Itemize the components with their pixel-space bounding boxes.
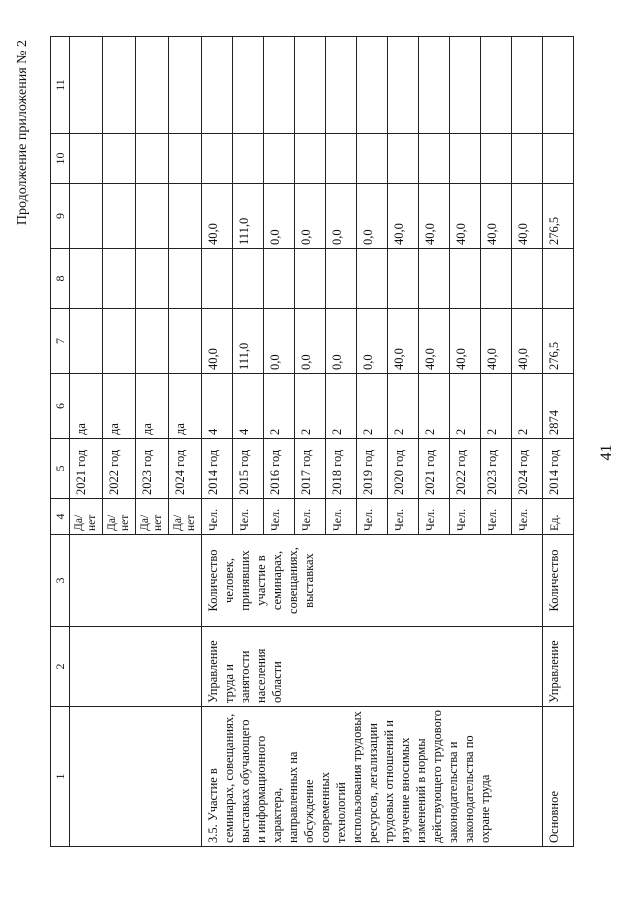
col-num-9: 9 <box>51 184 70 249</box>
value-cell: 4 <box>233 374 264 439</box>
year-cell: 2020 год <box>388 439 419 499</box>
event-indicator: Количество человек, принявших участие в семинарах, совещаниях, выставках <box>202 535 543 627</box>
year-cell: 2021 год <box>70 439 103 499</box>
value-cell: 0,0 <box>357 309 388 374</box>
page-number: 41 <box>598 444 615 461</box>
year-cell: 2016 год <box>264 439 295 499</box>
value-cell: 2 <box>419 374 450 439</box>
value-cell: 2874 <box>543 374 574 439</box>
value-cell <box>388 249 419 309</box>
basic-name: Основное <box>543 707 574 847</box>
unit-cell: Чел. <box>388 499 419 535</box>
year-cell: 2018 год <box>326 439 357 499</box>
value-cell: да <box>70 374 103 439</box>
value-cell <box>357 134 388 184</box>
value-cell: да <box>103 374 136 439</box>
value-cell <box>543 37 574 134</box>
unit-cell: Чел. <box>357 499 388 535</box>
value-cell <box>419 37 450 134</box>
value-cell <box>326 37 357 134</box>
unit-cell: Чел. <box>233 499 264 535</box>
value-cell <box>357 249 388 309</box>
unit-cell: Чел. <box>450 499 481 535</box>
value-cell <box>264 134 295 184</box>
value-cell <box>326 134 357 184</box>
col-num-6: 6 <box>51 374 70 439</box>
value-cell: да <box>136 374 169 439</box>
value-cell: 0,0 <box>357 184 388 249</box>
value-cell <box>202 134 233 184</box>
value-cell <box>388 37 419 134</box>
value-cell <box>264 37 295 134</box>
value-cell: 0,0 <box>295 309 326 374</box>
value-cell <box>481 249 512 309</box>
value-cell: 40,0 <box>512 184 543 249</box>
value-cell <box>543 134 574 184</box>
value-cell: 40,0 <box>202 184 233 249</box>
unit-cell: Чел. <box>419 499 450 535</box>
value-cell: 111,0 <box>233 309 264 374</box>
value-cell: 0,0 <box>264 184 295 249</box>
value-cell: 2 <box>450 374 481 439</box>
col-num-8: 8 <box>51 249 70 309</box>
yesno-row <box>70 37 103 847</box>
unit-cell: Чел. <box>202 499 233 535</box>
value-cell: 2 <box>388 374 419 439</box>
value-cell <box>295 134 326 184</box>
unit-cell: Да/ нет <box>136 499 169 535</box>
value-cell <box>450 134 481 184</box>
cell-empty <box>70 535 202 627</box>
value-cell <box>543 249 574 309</box>
value-cell: 2 <box>512 374 543 439</box>
value-cell: 0,0 <box>264 309 295 374</box>
col-num-7: 7 <box>51 309 70 374</box>
value-cell: 40,0 <box>419 309 450 374</box>
value-cell <box>233 37 264 134</box>
value-cell: 2 <box>326 374 357 439</box>
unit-cell: Чел. <box>326 499 357 535</box>
value-cell: 0,0 <box>326 184 357 249</box>
value-cell: да <box>169 374 202 439</box>
data-row <box>202 37 233 847</box>
unit-cell: Чел. <box>295 499 326 535</box>
year-cell: 2024 год <box>512 439 543 499</box>
unit-cell: Да/ нет <box>169 499 202 535</box>
value-cell: 40,0 <box>481 309 512 374</box>
program-table <box>50 36 574 847</box>
unit-cell: Да/ нет <box>70 499 103 535</box>
value-cell <box>295 249 326 309</box>
col-num-1: 1 <box>51 707 70 847</box>
unit-cell: Чел. <box>264 499 295 535</box>
col-num-2: 2 <box>51 627 70 707</box>
col-num-11: 11 <box>51 37 70 134</box>
year-cell: 2019 год <box>357 439 388 499</box>
continuation-caption: Продолжение приложения № 2 <box>15 40 30 226</box>
value-cell <box>388 134 419 184</box>
value-cell: 0,0 <box>295 184 326 249</box>
year-cell: 2022 год <box>450 439 481 499</box>
col-num-10: 10 <box>51 134 70 184</box>
year-cell: 2017 год <box>295 439 326 499</box>
value-cell <box>295 37 326 134</box>
value-cell <box>450 249 481 309</box>
value-cell <box>233 134 264 184</box>
year-cell: 2015 год <box>233 439 264 499</box>
value-cell: 40,0 <box>481 184 512 249</box>
basic-indicator: Количество <box>543 535 574 627</box>
year-cell: 2021 год <box>419 439 450 499</box>
year-cell: 2023 год <box>136 439 169 499</box>
value-cell: 4 <box>202 374 233 439</box>
column-number-row <box>51 37 70 847</box>
value-cell: 276,5 <box>543 309 574 374</box>
value-cell <box>233 249 264 309</box>
year-cell: 2022 год <box>103 439 136 499</box>
value-cell: 40,0 <box>512 309 543 374</box>
cell-empty <box>70 627 202 707</box>
basic-executor: Управление <box>543 627 574 707</box>
value-cell <box>450 37 481 134</box>
value-cell: 111,0 <box>233 184 264 249</box>
value-cell: 2 <box>264 374 295 439</box>
value-cell: 40,0 <box>202 309 233 374</box>
value-cell <box>357 37 388 134</box>
value-cell <box>202 249 233 309</box>
year-cell: 2014 год <box>202 439 233 499</box>
value-cell: 2 <box>295 374 326 439</box>
cell-empty <box>70 707 202 847</box>
value-cell <box>512 37 543 134</box>
value-cell: 40,0 <box>450 184 481 249</box>
value-cell: 40,0 <box>450 309 481 374</box>
value-cell: 2 <box>357 374 388 439</box>
year-cell: 2024 год <box>169 439 202 499</box>
unit-cell: Чел. <box>512 499 543 535</box>
unit-cell: Чел. <box>481 499 512 535</box>
value-cell <box>481 134 512 184</box>
value-cell <box>512 249 543 309</box>
value-cell <box>512 134 543 184</box>
event-executor: Управление труда и занятости населения области <box>202 627 543 707</box>
year-cell: 2023 год <box>481 439 512 499</box>
value-cell <box>419 249 450 309</box>
value-cell <box>264 249 295 309</box>
event-name: 3.5. Участие в семинарах, совещаниях, выставках обучающего и информационного характера, направленных на обсуждение современных технологий использования трудовых ресурсов, легализации трудовых отношений и изучение вносимых изменений в нормы действующего трудового законодательства и законодательства по охране труда <box>202 707 543 847</box>
value-cell: 40,0 <box>388 309 419 374</box>
value-cell <box>326 249 357 309</box>
data-row-basic <box>543 37 574 847</box>
value-cell: 40,0 <box>388 184 419 249</box>
value-cell <box>202 37 233 134</box>
year-cell: 2014 год <box>543 439 574 499</box>
unit-cell: Ед. <box>543 499 574 535</box>
col-num-3: 3 <box>51 535 70 627</box>
value-cell <box>481 37 512 134</box>
col-num-5: 5 <box>51 439 70 499</box>
col-num-4: 4 <box>51 499 70 535</box>
unit-cell: Да/ нет <box>103 499 136 535</box>
value-cell <box>419 134 450 184</box>
value-cell: 276,5 <box>543 184 574 249</box>
value-cell: 0,0 <box>326 309 357 374</box>
value-cell: 2 <box>481 374 512 439</box>
value-cell: 40,0 <box>419 184 450 249</box>
